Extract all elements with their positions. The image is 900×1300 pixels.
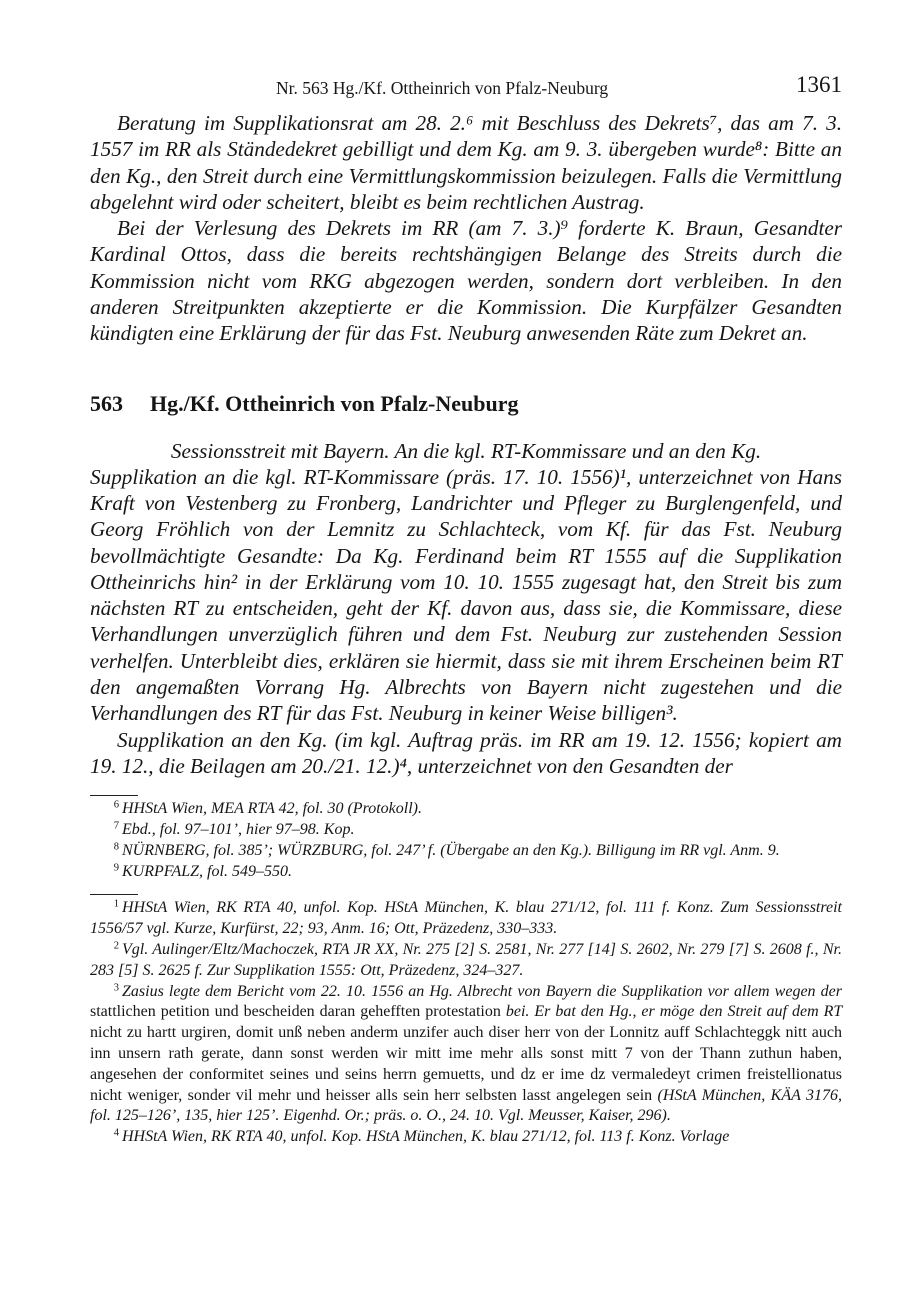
footnote-3: $^3$ Zasius legte dem Bericht vom 22. 10. 1556 an Hg. Albrecht von Bayern die Supplikation vor allem wegen der stattlichen petition und bescheiden daran gehefften protestation bei. Er bat den Hg., er möge den Streit auf dem RT nicht zu hartt urgiren, domit unß neben anderm unzifer auch diser herr von der Lonnitz auff Schlachteggk nitt auch inn unsern rath gerate, dann sonst werden wir mitt ime mehr alls sonst mitt 7 von der Thann zuthun haben, angesehen der conformitet seines und seins herrn gemuetts, und dz er ime dz vermaledeyt crimen freistellionatus nicht weniger, sonder vil mehr und heisser alls sein herr selbsten lasst angelegen sein (HStA München, KÄA 3176, fol. 125–126’, 135, hier 125’. Eigenhd. Or.; präs. o. O., 24. 10. Vgl. Meusser, Kaiser, 296). <box>90 982 843 1125</box>
document-number: 563 <box>90 390 123 416</box>
document-paragraph-2: Supplikation an den Kg. (im kgl. Auftrag präs. im RR am 19. 12. 1556; kopiert am 19. 12., die Beilagen am 20./21. 12.)⁴, unterzeichnet von den Gesandten der <box>90 727 842 778</box>
footnote-8: $^8$ NÜRNBERG, fol. 385’; WÜRZBURG, fol. 247’ f. (Übergabe an den Kg.). Billigung im RR vgl. Anm. 9. <box>113 841 780 859</box>
footnote-rule <box>90 894 138 895</box>
page-number: 1361 <box>796 72 842 97</box>
footnote-4: $^4$ HHStA Wien, RK RTA 40, unfol. Kop. HStA München, K. blau 271/12, fol. 113 f. Konz. Vorlage <box>113 1127 730 1146</box>
footnotes-lower <box>90 894 842 1148</box>
footnote-3-quote-1: stattlichen petition und bescheiden daran gehefften protestation <box>90 1003 501 1021</box>
footnote-6: $^6$ HHStA Wien, MEA RTA 42, fol. 30 (Protokoll). <box>113 799 422 818</box>
intro-paragraph-2: Bei der Verlesung des Dekrets im RR (am 7. 3.)⁹ forderte K. Braun, Gesandter Kardinal Ottos, dass die bereits rechtshängigen Belange des Streits durch die Kommission nicht vom RKG abgezogen werden, sondern dort verbleiben. In den anderen Streitpunkten akzeptierte er die Kommission. Die Kurpfälzer Gesandten kündigten eine Erklärung der für das Fst. Neuburg anwesenden Räte zum Dekret an. <box>90 216 842 346</box>
footnote-2: $^2$ Vgl. Aulinger/Eltz/Machoczek, RTA JR XX, Nr. 275 [2] S. 2581, Nr. 277 [14] S. 2602, Nr. 279 [7] S. 2608 f., Nr. 283 [5] S. 2625 f. Zur Supplikation 1555: Ott, Präzedenz, 324–327. <box>90 940 842 979</box>
running-head <box>90 70 842 110</box>
footnote-rule <box>90 795 138 796</box>
footnotes-upper <box>90 795 842 882</box>
footnote-7: $^7$ Ebd., fol. 97–101’, hier 97–98. Kop. <box>113 820 355 839</box>
footnote-1: $^1$ HHStA Wien, RK RTA 40, unfol. Kop. HStA München, K. blau 271/12, fol. 111 f. Konz. Zum Sessionsstreit 1556/57 vgl. Kurze, Kurfürst, 22; 93, Anm. 16; Ott, Präzedenz, 330–333. <box>90 899 842 938</box>
footnote-9: $^9$ KURPFALZ, fol. 549–550. <box>113 862 292 880</box>
document-heading <box>90 391 842 417</box>
document-subtitle: Sessionsstreit mit Bayern. An die kgl. RT-Kommissare und an den Kg. <box>170 438 762 463</box>
running-title: Nr. 563 Hg./Kf. Ottheinrich von Pfalz-Neuburg <box>276 78 609 98</box>
document-title: Hg./Kf. Ottheinrich von Pfalz-Neuburg <box>150 390 519 416</box>
page <box>90 70 842 1148</box>
document-paragraph-1: Supplikation an die kgl. RT-Kommissare (präs. 17. 10. 1556)¹, unterzeichnet von Hans Kraft von Vestenberg zu Fronberg, Landrichter und Pfleger zu Burglengenfeld, und Georg Fröhlich von der Lemnitz zu Schlachteck, vom Kf. für das Fst. Neuburg bevollmächtigte Gesandte: Da Kg. Ferdinand beim RT 1555 auf die Supplikation Ottheinrichs hin² in der Erklärung vom 10. 10. 1555 zugesagt hat, den Streit bis zum nächsten RT zu entscheiden, geht der Kf. davon aus, dass sie, die Kommissare, diese Verhandlungen unverzüglich führen und dem Fst. Neuburg zur zustehenden Session verhelfen. Unterbleibt dies, erklären sie hiermit, dass sie mit ihrem Erscheinen beim RT den angemaßten Vorrang Hg. Albrechts von Bayern nicht zugestehen und die Verhandlungen des RT für das Fst. Neuburg in keiner Weise billigen³. <box>90 464 842 726</box>
intro-paragraph-1: Beratung im Supplikationsrat am 28. 2.⁶ mit Beschluss des Dekrets⁷, das am 7. 3. 1557 im RR als Ständedekret gebilligt und dem Kg. am 9. 3. übergeben wurde⁸: Bitte an den Kg., den Streit durch eine Vermittlungskommission beizulegen. Falls die Vermittlung abgelehnt wird oder scheitert, bleibt es beim rechtlichen Austrag. <box>90 111 842 214</box>
footnote-3-quote-2: nicht zu hartt urgiren, domit unß neben anderm unzifer auch diser herr von der Lonnitz auff Schlachteggk nitt auch inn unsern rath gerate, dann sonst werden wir mitt ime mehr alls sonst mitt 7 von der Thann zuthun haben, angesehen der conformitet seines und seins herrn gemuetts, und dz er ime dz vermaledeyt crimen freistellionatus nicht weniger, sonder vil mehr und heisser alls sein herr selbsten lasst angelegen sein <box>90 1024 842 1104</box>
